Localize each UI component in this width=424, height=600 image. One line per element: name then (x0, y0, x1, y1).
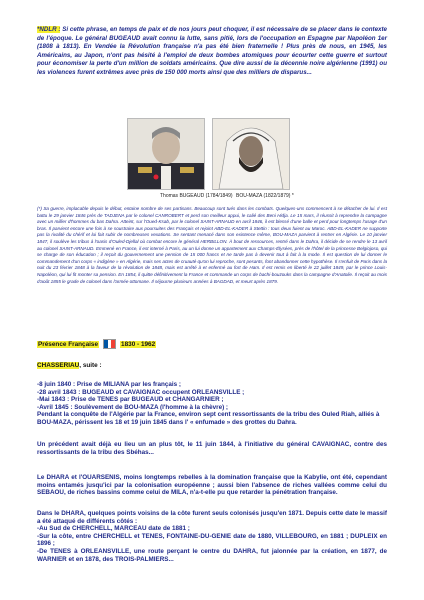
chronology-item: -8 juin 1840 : Prise de MILIANA par les français ; (37, 381, 181, 388)
footnote-paragraph: (*) Sa guerre, implacable depuis le début, entaine nombre de ses partisans. Beaucoup sont tués dans les combats. Quelques-uns commencent à se détacher de lui. Il est battu le 29 janvier 1846 près de TADJENA par le colonel CANROBERT et perd son meilleur appui, le calié des Beni Hidja. Le 15 mars, il réussit à reprendre la campagne avec un millier d'hommes du bas Dahra. Atteint, sur l'Oued-Ksab, par le colonel SAINT-ARNAUD en avril 1846, il est blessé d'une balle et perd pour longtemps l'usage d'un bras. Il parvient encore une fois à se soustraire aux poursuites des Français et rejoint ABD-EL-KADER à Stettin : tous deux fuient au Maroc. ABD-EL-KADER ne supporte pas la rivalité du chérif et lui fait subir de nombreuses vexations. Se sentant menacé dans son existence même, BOU-MAZA parvient à rentrer en Algérie. Le 10 janvier 1847, il soulève les tribus à l'oasis d'Ouled-Djellal où combat encore le général HERBILLON. À bout de ressources, rentré dans le Dahra, il décide de se rendre le 13 avril au colonel SAINT-ARNAUD. Emmené en France, il est interné à Paris, au un lui donne un appartement aux Champs-Élysées, près de l'hôtel de la princesse Belgiojoso, qui se charge de son éducation ; il reçoit du gouvernement une pension de 15 000 francs et ne tarde pas à devenir tout à fait à la mode. Il est question de lui donner le commandement d'un corps « indigène » en Algérie, mais ses actes de cruauté qu'on lui reproche, sont pesants, font abandonner cette hypothèse. Il s'enfuit de Paris dans la nuit du 23 février 1848 à la faveur de la révolution de 1848, mais est arrêté à et enfermé au fort de Ham. Il est remis en liberté le 22 juillet 1849, par le prince Louis-Napoléon, qui lui fit monter sa pension. En 1854, il quitte définitivement la France et commande un corps de bachi-bouzouks dans la campagne d'Anatolie. Il reçoit au mois d'août 1855 le grade de colonel dans l'armée ottomane. Il séjourne plusieurs années à BAGDAD, et meurt après 1879. (37, 206, 388, 284)
paragraph-colonisation (37, 510, 387, 563)
presence-label: Présence Française (38, 340, 99, 348)
paragraph-precedent: Un précédent avait déjà eu lieu un an plus tôt, le 11 juin 1844, à l'initiative du général CAVAIGNAC, contre des ressortissants de la tribu des Sbéhas... (37, 441, 387, 456)
chasseriau-suffix: , suite : (79, 362, 102, 369)
ndlr-tag: *NDLR : (37, 26, 61, 33)
presence-francaise-heading (37, 339, 156, 349)
chronology-item: -Mai 1843 : Prise de TENES par BUGEAUD et CHANGARNIER ; (37, 396, 224, 404)
chronology-item: -28 avril 1843 : BUGEAUD et CAVAIGNAC occupent ORLEANSVILLE ; (37, 388, 245, 396)
french-flag-icon (103, 339, 116, 349)
portrait-caption-bou-maza: BOU-MAZA (1822/1879) * (236, 193, 294, 199)
presence-years: 1830 - 1962 (121, 340, 156, 348)
colonisation-line: -Au Sud de CHERCHELL, MARCEAU date de 1881 ; (37, 525, 190, 533)
chronology-item: Pendant la conquête de l'Algérie par la France, environ sept cent ressortissants de la tribu des Ouled Riah, alliés à (37, 411, 380, 419)
chronology-item: BOU-MAZA, périssent les 18 et 19 juin 1845 dans l' « enfumade » des grottes du Dahra. (37, 418, 297, 426)
colonisation-line: Dans le DHARA, quelques points voisins de la côte furent seuls colonisés jusqu'en 1871. Depuis cette date le massif a été attaqué de différents côtés : (37, 510, 387, 525)
chronology-list (37, 381, 387, 427)
chasseriau-heading (37, 362, 102, 369)
portrait-caption-bugeaud: Thomas BUGEAUD (1784/1849) (160, 193, 233, 199)
colonisation-line: -De TENES à ORLEANSVILLE, une route perçant le centre du DAHRA, fut jalonnée par la création, en 1877, de WARNIER et en 1878, des TROIS-PALMIERS... (37, 547, 387, 563)
chronology-item: -Avril 1845 : Soulèvement de BOU-MAZA (l'homme à la chèvre) ; (37, 403, 229, 411)
chasseriau-name: CHASSERIAU (37, 362, 80, 369)
ndlr-paragraph (37, 26, 387, 78)
portrait-bugeaud (127, 118, 205, 190)
paragraph-dhara-ouarsenis: Le DHARA et l'OUARSENIS, moins longtemps rebelles à la domination française que la Kabylie, ont été, cependant moins entamés jusqu'ici par la colonisation européenne ; aussi bien l'absence de riches vallées comme celui du SEBAOU, de riches bassins comme celui de MILA, n'a-t-elle pu que retarder la pénétration française. (37, 474, 387, 497)
colonisation-line: -Sur la côte, entre CHERCHELL et TENES, FONTAINE-DU-GENIE date de 1880, VILLEBOURG, en 1881 ; DUPLEIX en 1896 ; (37, 532, 387, 548)
portrait-bou-maza (212, 118, 290, 190)
ndlr-text: Si cette phrase, en temps de paix et de nos jours peut choquer, il est nécessaire de se placer dans le contexte de l'époque. Le général BUGEAUD avait connu la lutte, sans pitié, lors de l'occupation en Espagne par Napoléon 1er (1808 à 1813). En Vendée la Révolution française n'a pas été bien fraternelle ! Plus près de nous, en 1945, les Américains, au Japon, n'ont pas hésité à l'emploi de deux bombes atomiques pour écourter cette guerre et surtout pour économiser la perte d'un million de soldats américains. Que dire aussi de la décennie noire algérienne (1991) ou les violences furent extrêmes avec près de 150 000 morts ainsi que des milliers de disparus... (37, 26, 388, 76)
